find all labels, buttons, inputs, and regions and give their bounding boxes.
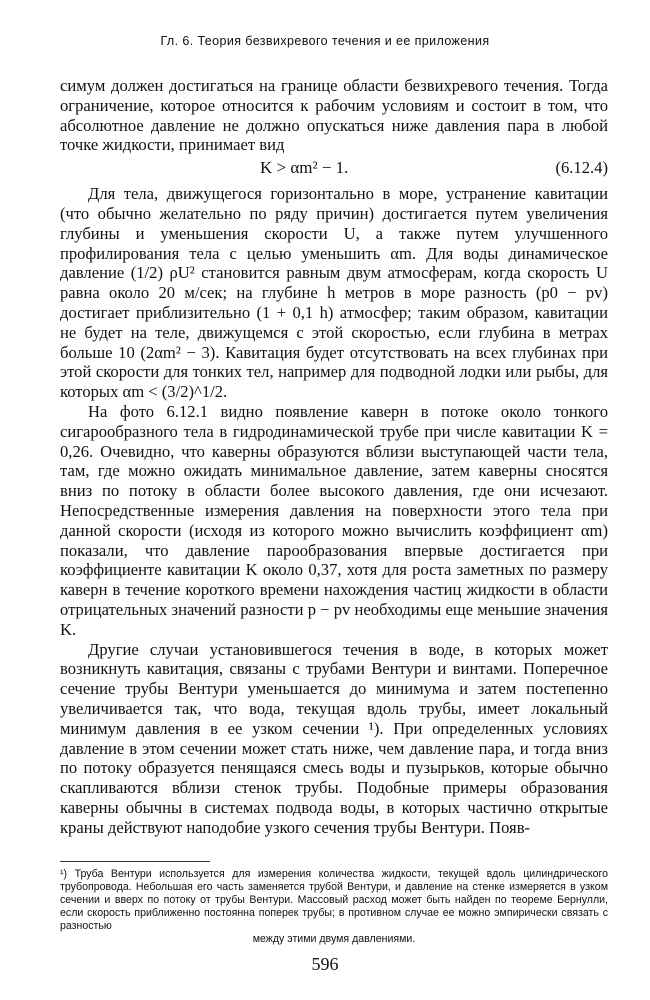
page-body <box>60 76 608 837</box>
page-number: 596 <box>311 954 339 974</box>
footnote-last-line: между этими двумя давлениями. <box>252 933 416 945</box>
equation-6-12-4 <box>60 156 608 180</box>
paragraph-3: На фото 6.12.1 видно появление каверн в потоке около тонкого сигарообразного тела в гидродинамической трубе при числе кавитации K = 0,26. Очевидно, что каверны образуются вблизи выступающей части тела, там, где можно ожидать минимальное давление, затем каверны сносятся вниз по потоку в области более высокого давления, где они исчезают. Непосредственные измерения давления на поверхности этого тела при данной скорости (исходя из которого можно вычислить коэффициент αm) показали, что давление парообразования впервые достигается при коэффициенте кавитации K около 0,37, хотя для роста заметных по размеру каверн в течение короткого времени нахождения частиц жидкости в области отрицательных значений разности p − pv необходимы еще меньшие значения K. <box>60 401 608 639</box>
paragraph-1: симум должен достигаться на границе области безвихревого течения. Тогда ограничение, которое относится к рабочим условиям и состоит в том, что абсолютное давление не должно опускаться ниже давления пара в любой точке жидкости, принимает вид <box>60 76 608 155</box>
footnote-divider <box>60 861 210 862</box>
footnote <box>60 868 608 946</box>
equation-number: (6.12.4) <box>555 158 608 178</box>
running-header: Гл. 6. Теория безвихревого течения и ее приложения <box>160 34 490 48</box>
footnote-text: ¹) Труба Вентури используется для измерения количества жидкости, текущей вдоль цилиндрического трубопровода. Небольшая его часть заменяется трубой Вентури, и давление на стенке измеряется в узком сечении и вверх по потоку от трубы Вентури. Массовый расход может быть найден по теореме Бернулли, если скорость приближенно постоянна поперек трубы; в противном случае ее можно эмпирически связать с разностью <box>60 868 608 932</box>
equation-expression: K > αm² − 1. <box>260 158 349 178</box>
paragraph-2: Для тела, движущегося горизонтально в море, устранение кавитации (что обычно желательно по ряду причин) достигается путем увеличения глубины и уменьшения скорости U, а также путем улучшенного профилирования тела с целью уменьшить αm. Для воды динамическое давление (1/2) ρU² становится равным двум атмосферам, когда скорость U равна около 20 м/сек; на глубине h метров в море разность (p0 − pv) достигает приблизительно (1 + 0,1 h) атмосфер; таким образом, кавитации не будет на теле, движущемся с этой скоростью, если глубина в метрах больше 10 (2αm² − 3). Кавитация будет отсутствовать на всех глубинах при этой скорости для тонких тел, например для подводной лодки или рыбы, для которых αm < (3/2)^1/2. <box>60 184 608 402</box>
paragraph-4: Другие случаи установившегося течения в воде, в которых может возникнуть кавитация, связаны с трубами Вентури и винтами. Поперечное сечение трубы Вентури уменьшается до минимума и затем постепенно увеличивается так, что вода, текущая вдоль трубы, имеет локальный минимум давления в ее узком сечении ¹). При определенных условиях давление в этом сечении может стать ниже, чем давление пара, и тогда вниз по потоку образуется пенящаяся смесь воды и пузырьков, которые обычно скапливаются вблизи стенок трубы. Подобные примеры образования каверны обычны в системах подвода воды, в которых частично открытые краны действуют наподобие узкого сечения трубы Вентури. Появ- <box>60 639 608 837</box>
